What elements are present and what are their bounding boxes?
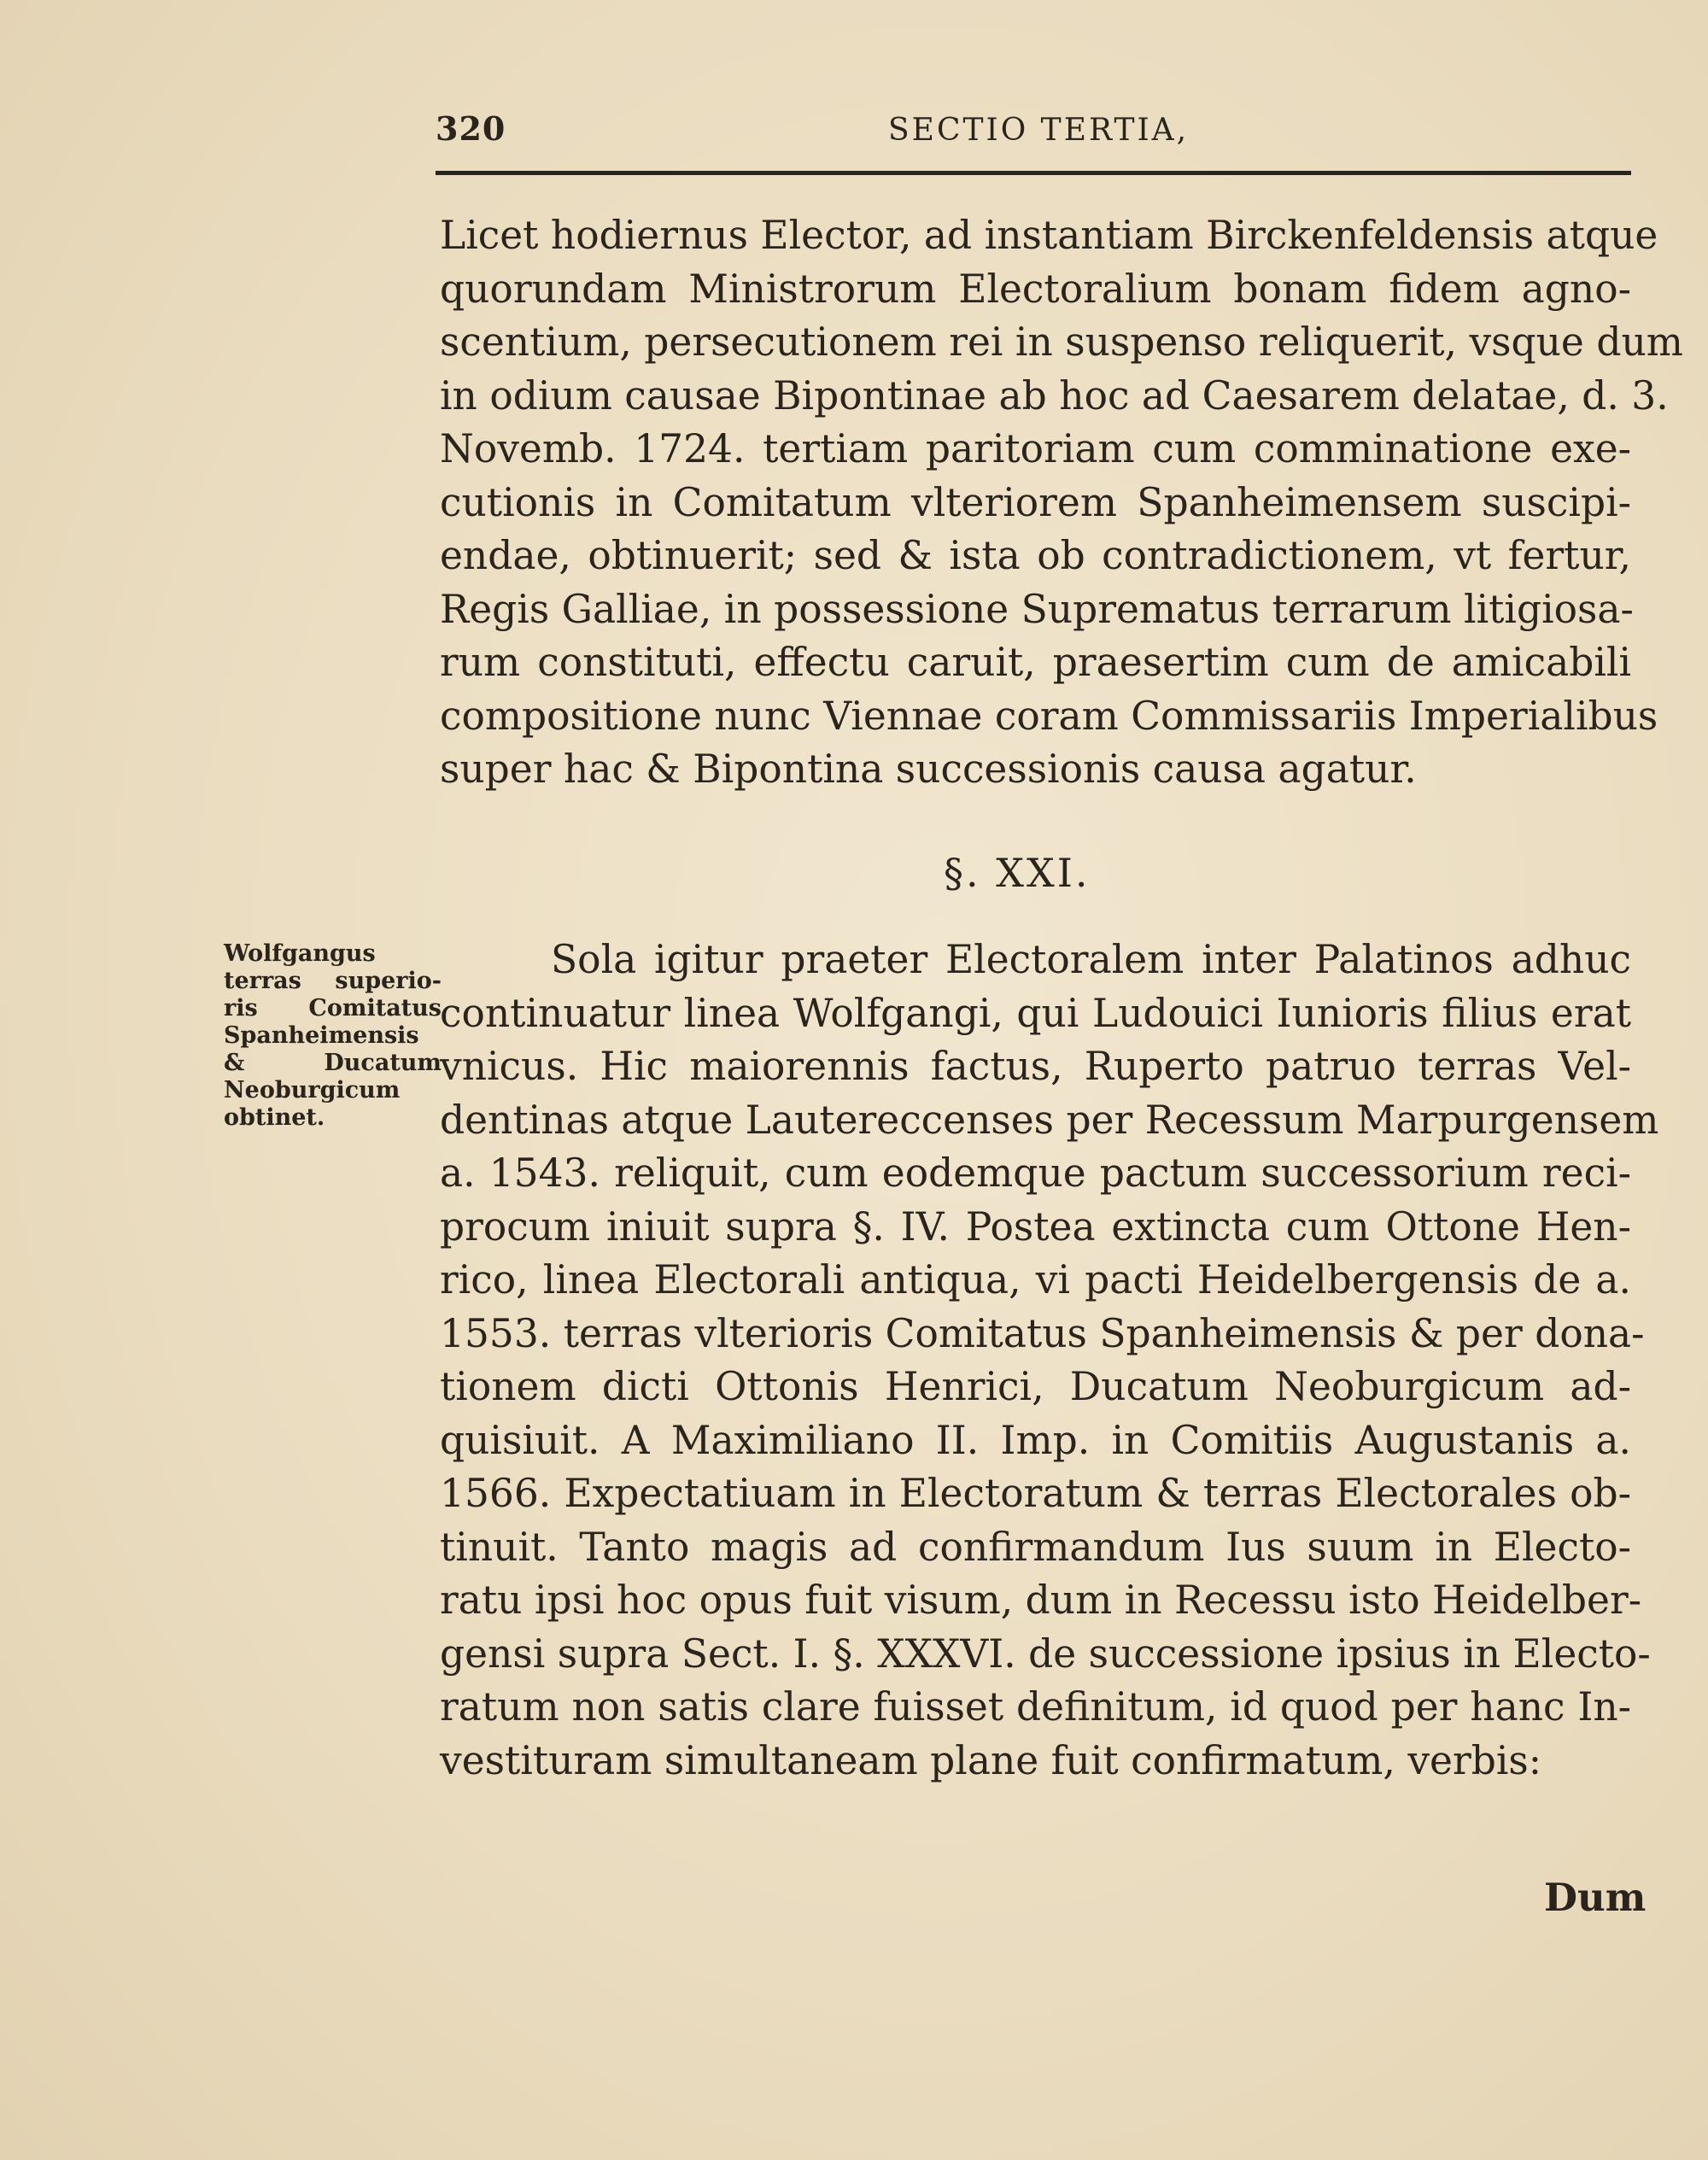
- page-header: [436, 109, 1631, 161]
- text-line: in odium causae Bipontinae ab hoc ad Caesarem delatae, d. 3.: [440, 372, 1669, 419]
- text-line: tinuit. Tanto magis ad confirmandum Ius suum in Electo-: [440, 1524, 1631, 1570]
- note-line: Wolfgangus: [224, 940, 376, 967]
- text-line: super hac & Bipontina successionis causa agatur.: [440, 746, 1417, 792]
- text-line: a. 1543. reliquit, cum eodemque pactum successorium reci-: [440, 1150, 1631, 1196]
- catchword: Dum: [1544, 1875, 1647, 1920]
- text-line: 1566. Expectatiuam in Electoratum & terras Electorales ob-: [440, 1471, 1631, 1516]
- text-line: scentium, persecutionem rei in suspenso reliquerit, vsque dum: [440, 319, 1683, 365]
- text-line: endae, obtinuerit; sed & ista ob contradictionem, vt fertur,: [440, 533, 1631, 578]
- note-line: Neoburgicum: [224, 1077, 401, 1103]
- text-line: 1553. terras vlterioris Comitatus Spanheimensis & per dona-: [440, 1310, 1645, 1356]
- text-line: procum iniuit supra §. IV. Postea extincta cum Ottone Hen-: [440, 1203, 1631, 1250]
- text-line: tionem dicti Ottonis Henrici, Ducatum Neoburgicum ad-: [440, 1364, 1631, 1409]
- text-line: Novemb. 1724. tertiam paritoriam cum comminatione exe-: [440, 426, 1631, 471]
- text-line: gensi supra Sect. I. §. XXXVI. de successione ipsius in Electo-: [440, 1630, 1651, 1677]
- text-line: ratu ipsi hoc opus fuit visum, dum in Recessu isto Heidelber-: [440, 1578, 1642, 1623]
- text-line: continuatur linea Wolfgangi, qui Ludouici Iunioris filius erat: [440, 990, 1631, 1036]
- text-line: quorundam Ministrorum Electoralium bonam fidem agno-: [440, 266, 1631, 312]
- note-line: terras superio-: [224, 968, 442, 994]
- note-line: Spanheimensis: [224, 1022, 419, 1049]
- section-heading: §. XXI.: [944, 850, 1091, 896]
- text-line: rum constituti, effectu caruit, praesertim cum de amicabili: [440, 640, 1631, 685]
- text-line: vestituram simultaneam plane fuit confirmatum, verbis:: [440, 1737, 1542, 1783]
- text-line: Licet hodiernus Elector, ad instantiam Birckenfeldensis atque: [440, 213, 1658, 258]
- text-line: compositione nunc Viennae coram Commissariis Imperialibus: [440, 693, 1658, 739]
- header-rule: [436, 171, 1631, 175]
- text-line: cutionis in Comitatum vlteriorem Spanheimensem suscipi-: [440, 479, 1631, 525]
- running-head: SECTIO TERTIA,: [888, 113, 1190, 148]
- note-line: ris Comitatus: [224, 995, 442, 1021]
- text-line: Regis Galliae, in possessione Suprematus terrarum litigiosa-: [440, 586, 1634, 632]
- paragraph-1: [440, 209, 1683, 797]
- text-line: rico, linea Electorali antiqua, vi pacti Heidelbergensis de a.: [440, 1257, 1631, 1302]
- text-line: Sola igitur praeter Electoralem inter Palatinos adhuc: [551, 937, 1631, 982]
- text-line: dentinas atque Lautereccenses per Recessum Marpurgensem: [440, 1097, 1659, 1143]
- text-line: quisiuit. A Maximiliano II. Imp. in Comitiis Augustanis a.: [440, 1417, 1631, 1463]
- text-line: vnicus. Hic maiorennis factus, Ruperto patruo terras Vel-: [440, 1044, 1631, 1089]
- marginal-note: [224, 940, 442, 1132]
- text-line: ratum non satis clare fuisset definitum, id quod per hanc In-: [440, 1684, 1631, 1730]
- page-number: 320: [436, 109, 506, 148]
- note-line: & Ducatum: [224, 1050, 442, 1076]
- note-line: obtinet.: [224, 1104, 325, 1131]
- paragraph-2: [440, 934, 1659, 1788]
